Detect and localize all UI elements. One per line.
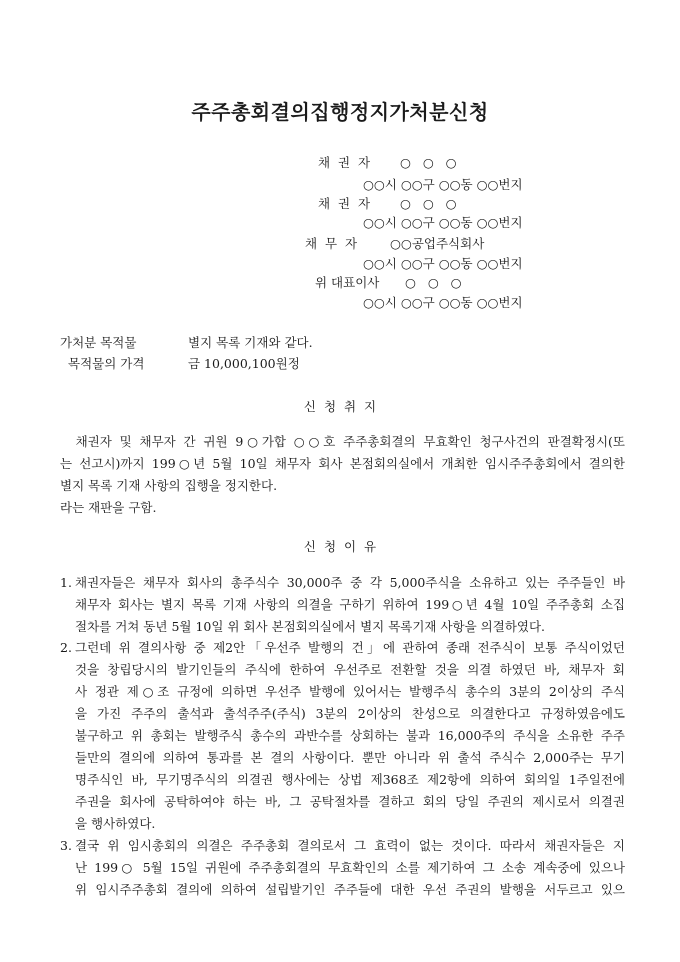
reason-line: 채권자들은 채무자 회사의 총주식수 30,000주 중 각 5,000주식을 소유하고 있는 주주들인 바: [75, 575, 625, 590]
reason-line: 것을 창립당시의 발기인들의 주식에 한하여 우선주로 전환할 것을 의결 하였던 바, 채무자 회: [75, 662, 625, 677]
reason-line: 을 가진 주주의 출석과 출석주주(주식) 3분의 2이상의 찬성으로 의결한다고 규정하였음에도: [75, 706, 625, 721]
reason-number: 2.: [60, 640, 72, 655]
party-role: 위 대표이사: [315, 275, 380, 290]
reason-line: 을 행사하였다.: [75, 816, 156, 831]
party-name: ○ ○ ○: [400, 196, 457, 211]
purpose-paragraph: [60, 431, 625, 519]
party-address-text: ○○시 ○○구 ○○동 ○○번지: [363, 177, 523, 192]
party-name: ○ ○ ○: [400, 155, 457, 170]
reason-body: [75, 835, 625, 901]
party-role: 채 권 자: [318, 155, 371, 170]
party-role: 채 무 자: [305, 236, 358, 251]
reason-line: 그런데 위 결의사항 중 제2안「우선주 발행의 건」에 관하여 종래 전주식이 보통 주식이었던: [75, 640, 625, 655]
reason-line: 들만의 결의에 의하여 통과를 본 결의 사항이다. 뿐만 아니라 위 출석 주식수 2,000주는 무기: [75, 750, 625, 765]
party-address-text: ○○시 ○○구 ○○동 ○○번지: [363, 256, 523, 271]
party-address-text: ○○시 ○○구 ○○동 ○○번지: [363, 215, 523, 230]
purpose-line: 채권자 및 채무자 간 귀원 9○가합 ○○호 주주총회결의 무효확인 청구사건의 판결확정시(또: [60, 434, 625, 449]
price-label: 목적물의 가격: [68, 356, 145, 371]
purpose-line: 별지 목록 기재 사항의 집행을 정지한다.: [60, 478, 278, 493]
reason-body: [75, 637, 625, 835]
reason-number: 1.: [60, 575, 72, 590]
subject-value: 별지 목록 기재와 같다.: [188, 335, 313, 350]
party-name: ○ ○ ○: [405, 275, 462, 290]
purpose-line: 는 선고시)까지 199○년 5월 10일 채무자 회사 본점회의실에서 개최한 임시주주총회에서 결의한: [60, 456, 625, 471]
reason-line: 명주식인 바, 무기명주식의 의결권 행사에는 상법 제368조 제2항에 의하여 회의일 1주일전에: [75, 772, 625, 787]
party-name: ○○공업주식회사: [390, 236, 485, 251]
reason-line: 불구하고 위 총회는 발행주식 총수의 과반수를 상회하는 불과 16,000주의 주식을 소유한 주주: [75, 728, 625, 743]
party-address-text: ○○시 ○○구 ○○동 ○○번지: [363, 295, 523, 310]
price-value: 금 10,000,100원정: [188, 356, 300, 371]
subject-label: 가처분 목적물: [60, 335, 137, 350]
reason-line: 난 199○ 5월 15일 귀원에 주주총회결의 무효확인의 소를 제기하여 그 소송 계속중에 있으나: [75, 860, 625, 875]
reason-line: 채무자 회사는 별지 목록 기재 사항의 의결을 구하기 위하여 199○년 4월 10일 주주총회 소집: [75, 597, 625, 612]
reason-line: 사 정관 제○조 규정에 의하면 우선주 발행에 있어서는 발행주식 총수의 3분의 2이상의 주식: [75, 684, 625, 699]
reason-line: 주권을 회사에 공탁하여야 하는 바, 그 공탁절차를 결하고 회의 당일 주권의 제시로서 의결권: [75, 794, 625, 809]
reason-line: 절차를 거쳐 동년 5월 10일 위 회사 본점회의실에서 별지 목록기재 사항을 의결하였다.: [75, 619, 546, 634]
document-title: 주주총회결의집행정지가처분신청: [191, 100, 489, 124]
reason-body: [75, 572, 625, 638]
reason-line: 위 임시주주총회 결의에 의하여 설립발기인 주주들에 대한 우선 주권의 발행을 서두르고 있으: [75, 882, 625, 897]
reason-line: 결국 위 임시총회의 의결은 주주총회 결의로서 그 효력이 없는 것이다. 따라서 채권자들은 지: [75, 838, 625, 853]
party-role: 채 권 자: [318, 196, 371, 211]
reasons-heading: 신 청 이 유: [303, 539, 377, 554]
purpose-tail: 라는 재판을 구함.: [60, 500, 157, 515]
purpose-heading: 신 청 취 지: [303, 399, 377, 414]
reason-number: 3.: [60, 838, 72, 853]
